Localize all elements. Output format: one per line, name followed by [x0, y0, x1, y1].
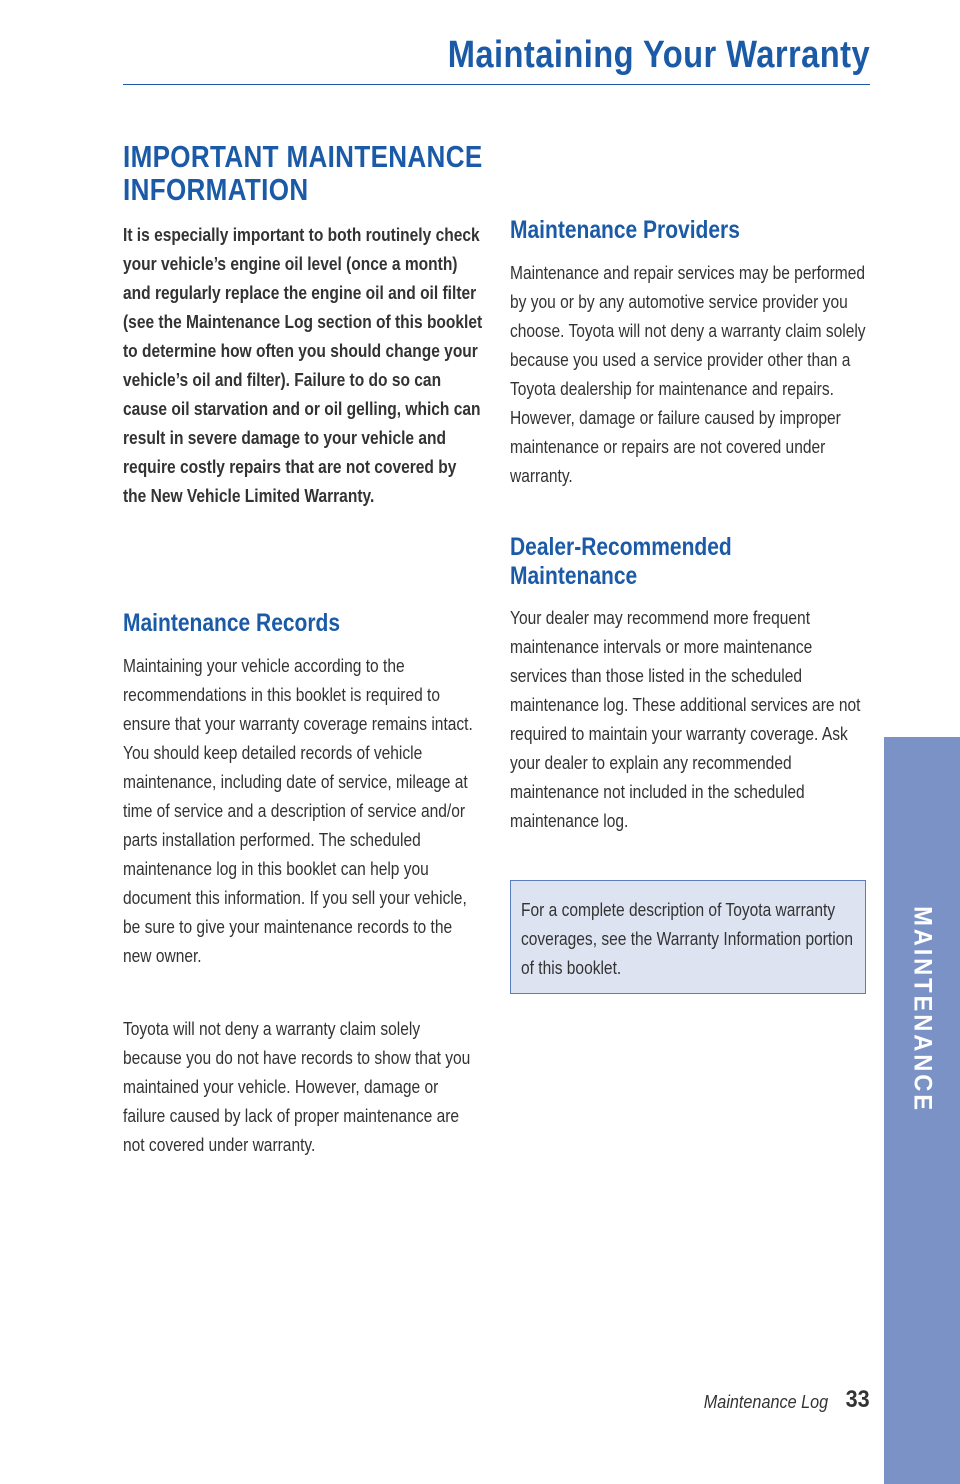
warranty-note-box [510, 880, 866, 994]
maintenance-records-heading-text: Maintenance Records [123, 609, 341, 637]
important-maintenance-heading-text: IMPORTANT MAINTENANCE INFORMATION [123, 139, 483, 207]
maintenance-records-paragraph-1 [123, 651, 483, 970]
maintenance-providers-heading [510, 216, 784, 245]
footer-section-name: Maintenance Log [703, 1392, 828, 1412]
maintenance-records-heading [123, 609, 381, 638]
dealer-recommended-heading-text: Dealer-Recommended Maintenance [510, 533, 732, 590]
warranty-note-text: For a complete description of Toyota warranty coverages, see the Warranty Information portion of this booklet. [521, 899, 853, 978]
page-number: 33 [845, 1386, 870, 1413]
dealer-recommended-paragraph [510, 603, 872, 835]
page-header-title: Maintaining Your Warranty [447, 34, 870, 76]
maintenance-section-tab [884, 737, 960, 1484]
important-intro-text: It is especially important to both routinely check your vehicle’s engine oil level (once a month) and regularly replace the engine oil and oil filter (see the Maintenance Log section of this booklet to determine how often you should change your vehicle’s oil and filter). Failure to do so can cause oil starvation and or oil gelling, which can result in severe damage to your vehicle and require costly repairs that are not covered by the New Vehicle Limited Warranty. [123, 224, 483, 506]
dealer-recommended-paragraph-text: Your dealer may recommend more frequent maintenance intervals or more maintenance services than those listed in the scheduled maintenance log. These additional services are not required to maintain your warranty coverage. Ask your dealer to explain any recommended maintenance not included in the scheduled maintenance log. [510, 607, 861, 831]
maintenance-section-tab-label: MAINTENANCE [908, 906, 937, 1113]
important-intro-paragraph [123, 220, 483, 510]
dealer-recommended-heading [510, 533, 810, 591]
maintenance-records-paragraph-2-text: Toyota will not deny a warranty claim solely because you do not have records to show that you maintained your vehicle. However, damage or failure caused by lack of proper maintenance are not covered under warranty. [123, 1018, 471, 1155]
warranty-note-paragraph [521, 895, 857, 982]
header-divider [123, 84, 870, 85]
maintenance-providers-paragraph-text: Maintenance and repair services may be performed by you or by any automotive service provider you choose. Toyota will not deny a warranty claim solely because you used a service provider other than a Toyota dealership for maintenance and repairs. However, damage or failure caused by improper maintenance or repairs are not covered under warranty. [510, 262, 866, 486]
important-maintenance-heading [123, 140, 483, 206]
maintenance-providers-paragraph [510, 258, 872, 490]
maintenance-providers-heading-text: Maintenance Providers [510, 216, 740, 244]
maintenance-records-paragraph-2 [123, 1014, 483, 1159]
maintenance-records-paragraph-1-text: Maintaining your vehicle according to the recommendations in this booklet is required to ensure that your warranty coverage remains intact. You should keep detailed records of vehicle maintenance, including date of service, mileage at time of service and a description of service and/or parts installation performed. The scheduled maintenance log in this booklet can help you document this information. If you sell your vehicle, be sure to give your maintenance records to the new owner. [123, 655, 473, 966]
